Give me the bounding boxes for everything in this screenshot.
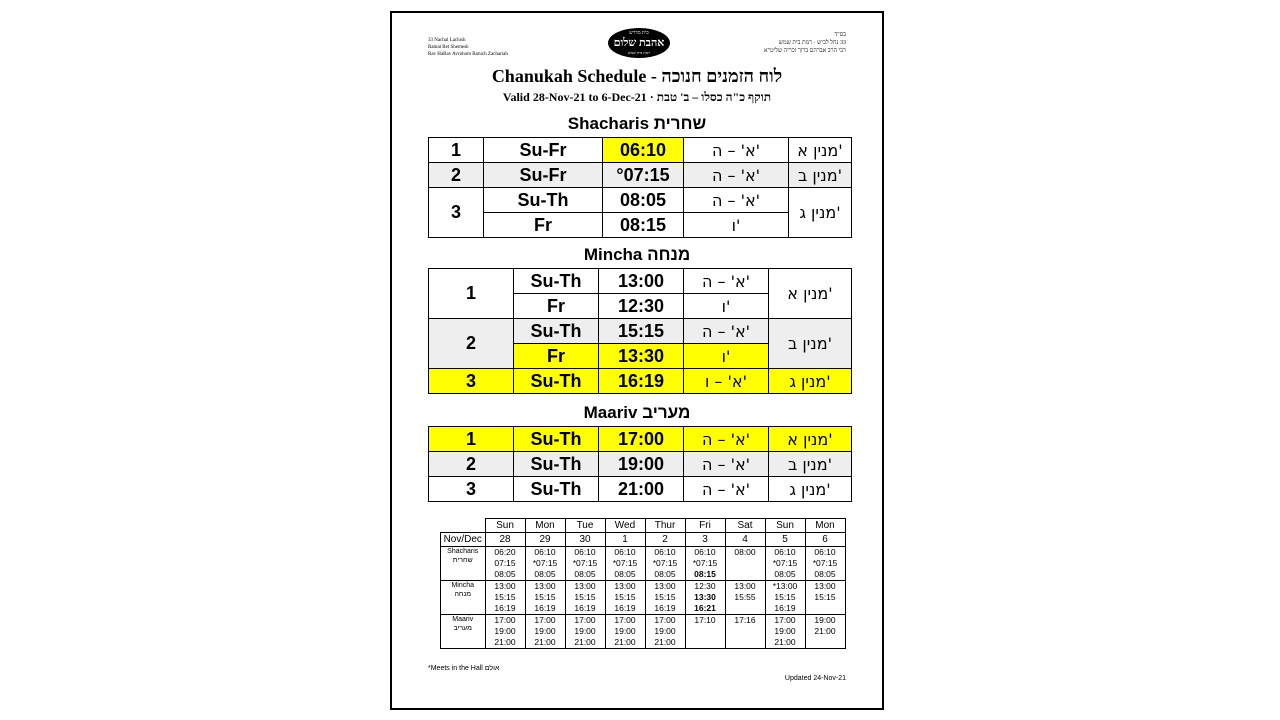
time: 13:00 — [814, 581, 836, 591]
time: 17:00 — [774, 615, 796, 625]
time: 08:00 — [734, 547, 756, 557]
time: 21:00 — [574, 637, 596, 647]
time-cell — [685, 547, 725, 581]
date-cell: 1 — [605, 533, 645, 547]
minyan-number: 1 — [429, 269, 514, 319]
days-cell: Su-Th — [514, 369, 599, 394]
logo-top-text: בית מדרש — [629, 31, 649, 36]
time: *13:00 — [772, 581, 798, 591]
page-subtitle: Valid 28-Nov-21 to 6-Dec-21 · תוקף כ"ה כסלו – ב' טבת — [502, 90, 772, 104]
time-cell — [765, 547, 805, 581]
time: 17:00 — [534, 615, 556, 625]
label-hebrew: שחרית — [452, 557, 473, 564]
address-line: רבי הרב אברהם ברוך זכריה שליט"א — [763, 48, 846, 54]
time: 17:00 — [574, 615, 596, 625]
time: 13:00 — [494, 581, 516, 591]
date-cell: 4 — [725, 533, 765, 547]
header-address-english — [428, 37, 508, 58]
grid-row-maariv — [441, 615, 846, 649]
synagogue-logo — [608, 28, 670, 58]
time: 21:00 — [494, 637, 516, 647]
footnote: *Meets in the Hall אולם — [428, 665, 500, 672]
time: 16:19 — [614, 603, 636, 613]
time-cell: 08:05 — [603, 188, 684, 213]
date-cell: 6 — [805, 533, 845, 547]
time: 15:15 — [614, 592, 636, 602]
time-cell — [485, 581, 525, 615]
label-english: Mincha — [451, 582, 475, 589]
minyan-label: מנין א' — [789, 138, 852, 163]
time: 15:15 — [534, 592, 556, 602]
day-name-row — [441, 519, 846, 533]
time: *07:15 — [692, 558, 718, 568]
time: 16:19 — [774, 603, 796, 613]
table-row — [429, 269, 852, 294]
day-name: Mon — [525, 519, 565, 533]
table-row — [429, 369, 852, 394]
time-cell — [605, 615, 645, 649]
time: 06:10 — [814, 547, 836, 557]
time: 06:10 — [694, 547, 716, 557]
day-name: Fri — [685, 519, 725, 533]
days-cell: Su-Th — [514, 319, 599, 344]
table-row — [429, 163, 852, 188]
time: 15:15 — [494, 592, 516, 602]
time-cell: 06:10 — [603, 138, 684, 163]
days-cell: Su-Th — [514, 269, 599, 294]
minyan-number: 1 — [429, 138, 484, 163]
date-cell: 5 — [765, 533, 805, 547]
day-name: Mon — [805, 519, 845, 533]
time-cell — [725, 615, 765, 649]
time-cell: °07:15 — [603, 163, 684, 188]
time: 17:00 — [654, 615, 676, 625]
minyan-number: 1 — [429, 427, 514, 452]
time-cell — [685, 581, 725, 615]
time-cell — [565, 615, 605, 649]
time: 15:15 — [774, 592, 796, 602]
time-cell — [645, 547, 685, 581]
minyan-number: 3 — [429, 477, 514, 502]
minyan-label: מנין ג' — [769, 477, 852, 502]
minyan-label: מנין ב' — [769, 452, 852, 477]
time: 12:30 — [694, 581, 716, 591]
time-cell — [805, 547, 845, 581]
minyan-number: 3 — [429, 188, 484, 238]
time: 06:10 — [534, 547, 556, 557]
day-name: Sun — [765, 519, 805, 533]
hebrew-days-cell: א' – ה' — [684, 188, 789, 213]
time: 17:16 — [734, 615, 756, 625]
minyan-number: 2 — [429, 163, 484, 188]
time-cell — [525, 581, 565, 615]
time-cell: 16:19 — [599, 369, 684, 394]
minyan-label: מנין ג' — [789, 188, 852, 238]
time: *07:15 — [612, 558, 638, 568]
time: 08:05 — [774, 569, 796, 579]
minyan-label: מנין ב' — [769, 319, 852, 369]
days-cell: Su-Th — [514, 427, 599, 452]
time-cell — [725, 547, 765, 581]
date-cell: 3 — [685, 533, 725, 547]
day-name: Tue — [565, 519, 605, 533]
maariv-table — [428, 426, 852, 502]
address-line: 33 Nachal Lachish — [428, 38, 466, 43]
time: 08:05 — [614, 569, 636, 579]
time: 15:15 — [814, 592, 836, 602]
label-english: Maariv — [452, 616, 474, 623]
mincha-heading: Mincha מנחה — [583, 245, 691, 264]
hebrew-days-cell: ו' — [684, 344, 769, 369]
time-cell — [725, 581, 765, 615]
hebrew-days-cell: א' – ה' — [684, 452, 769, 477]
time: 17:00 — [494, 615, 516, 625]
time: *07:15 — [572, 558, 598, 568]
time: 15:15 — [654, 592, 676, 602]
time-cell: 13:30 — [599, 344, 684, 369]
time: 15:15 — [574, 592, 596, 602]
time-cell — [565, 581, 605, 615]
minyan-label: מנין א' — [769, 427, 852, 452]
address-line: בס"ד — [834, 32, 846, 38]
time: 21:00 — [654, 637, 676, 647]
minyan-label: מנין ג' — [769, 369, 852, 394]
row-label — [441, 547, 486, 581]
time-cell — [605, 581, 645, 615]
row-label — [441, 615, 486, 649]
time: 08:05 — [654, 569, 676, 579]
time: 07:15 — [494, 558, 516, 568]
schedule-document — [390, 11, 884, 710]
table-row — [429, 213, 852, 238]
time: 13:30 — [694, 592, 716, 602]
time-cell — [565, 547, 605, 581]
time: 06:10 — [774, 547, 796, 557]
address-line: 33 נחל לכיש · רמת בית שמש — [778, 40, 846, 46]
time: 15:55 — [734, 592, 756, 602]
hebrew-days-cell: ו' — [684, 294, 769, 319]
time: 13:00 — [614, 581, 636, 591]
days-cell: Fr — [484, 213, 603, 238]
minyan-number: 2 — [429, 452, 514, 477]
minyan-number: 2 — [429, 319, 514, 369]
days-cell: Fr — [514, 294, 599, 319]
table-row — [429, 427, 852, 452]
time: 08:15 — [694, 569, 716, 579]
time: 19:00 — [774, 626, 796, 636]
time: 19:00 — [814, 615, 836, 625]
minyan-label: מנין א' — [769, 269, 852, 319]
row-label — [441, 581, 486, 615]
time: 13:00 — [574, 581, 596, 591]
mincha-table — [428, 268, 852, 394]
hebrew-days-cell: א' – ה' — [684, 138, 789, 163]
hebrew-days-cell: א' – ה' — [684, 427, 769, 452]
time-cell — [805, 615, 845, 649]
time-cell — [525, 547, 565, 581]
minyan-number: 3 — [429, 369, 514, 394]
hebrew-days-cell: א' – ה' — [684, 269, 769, 294]
date-cell: 30 — [565, 533, 605, 547]
time-cell: 12:30 — [599, 294, 684, 319]
days-cell: Su-Th — [484, 188, 603, 213]
date-row — [441, 533, 846, 547]
header-address-hebrew — [764, 31, 846, 55]
time-cell — [525, 615, 565, 649]
label-hebrew: מעריב — [453, 625, 472, 632]
time: 16:19 — [654, 603, 676, 613]
day-name: Thur — [645, 519, 685, 533]
time-cell — [485, 615, 525, 649]
time-cell — [645, 581, 685, 615]
date-cell: 29 — [525, 533, 565, 547]
time: 08:05 — [814, 569, 836, 579]
corner-cell — [441, 519, 486, 533]
time: 13:00 — [534, 581, 556, 591]
hebrew-days-cell: א' – ה' — [684, 163, 789, 188]
table-row — [429, 188, 852, 213]
minyan-label: מנין ב' — [789, 163, 852, 188]
time: 17:00 — [614, 615, 636, 625]
time: 16:19 — [574, 603, 596, 613]
time: 06:20 — [494, 547, 516, 557]
time: *07:15 — [812, 558, 838, 568]
time: 13:00 — [734, 581, 756, 591]
updated-date: Updated 24-Nov-21 — [784, 675, 846, 682]
time: 19:00 — [614, 626, 636, 636]
time: 17:10 — [694, 615, 716, 625]
time: 19:00 — [494, 626, 516, 636]
time: 19:00 — [574, 626, 596, 636]
time: 21:00 — [814, 626, 836, 636]
time-cell: 08:15 — [603, 213, 684, 238]
time: 19:00 — [654, 626, 676, 636]
days-cell: Su-Fr — [484, 163, 603, 188]
days-cell: Su-Th — [514, 477, 599, 502]
time: 19:00 — [534, 626, 556, 636]
table-row — [429, 477, 852, 502]
label-english: Shacharis — [447, 548, 479, 555]
table-row — [429, 319, 852, 344]
time-cell: 13:00 — [599, 269, 684, 294]
hebrew-days-cell: א' – ה' — [684, 477, 769, 502]
time: 16:21 — [694, 603, 716, 613]
address-line: Rav HaRav Avrohom Baruch Zachariah — [428, 52, 508, 57]
time: 06:10 — [654, 547, 676, 557]
time: 13:00 — [654, 581, 676, 591]
hebrew-days-cell: א' – ו' — [684, 369, 769, 394]
logo-bottom-text: רמת בית שמש — [627, 50, 651, 55]
time: *07:15 — [532, 558, 558, 568]
time: 06:10 — [574, 547, 596, 557]
hebrew-days-cell: ו' — [684, 213, 789, 238]
day-name: Wed — [605, 519, 645, 533]
days-cell: Fr — [514, 344, 599, 369]
time: *07:15 — [772, 558, 798, 568]
time: 08:05 — [494, 569, 516, 579]
weekly-schedule-grid — [440, 518, 846, 649]
shacharis-heading: Shacharis שחרית — [567, 114, 707, 133]
date-cell: 2 — [645, 533, 685, 547]
time-cell — [805, 581, 845, 615]
time-cell — [645, 615, 685, 649]
time-cell — [605, 547, 645, 581]
time-cell: 21:00 — [599, 477, 684, 502]
time: 21:00 — [774, 637, 796, 647]
time-cell: 15:15 — [599, 319, 684, 344]
time: 08:05 — [574, 569, 596, 579]
table-row — [429, 452, 852, 477]
table-row — [429, 138, 852, 163]
time-cell — [485, 547, 525, 581]
days-cell: Su-Th — [514, 452, 599, 477]
time: *07:15 — [652, 558, 678, 568]
grid-row-mincha — [441, 581, 846, 615]
shacharis-table — [428, 137, 852, 238]
time-cell — [765, 581, 805, 615]
time: 06:10 — [614, 547, 636, 557]
time: 08:05 — [534, 569, 556, 579]
day-name: Sun — [485, 519, 525, 533]
date-cell: 28 — [485, 533, 525, 547]
month-label: Nov/Dec — [441, 533, 486, 547]
address-line: Ramat Bet Shemesh — [428, 45, 469, 50]
time: 16:19 — [534, 603, 556, 613]
days-cell: Su-Fr — [484, 138, 603, 163]
logo-main-text: אהבת שלום — [613, 37, 665, 49]
page-title: Chanukah Schedule - לוח הזמנים חנוכה — [491, 66, 783, 86]
day-name: Sat — [725, 519, 765, 533]
time: 21:00 — [534, 637, 556, 647]
time-cell — [685, 615, 725, 649]
grid-row-shacharis — [441, 547, 846, 581]
time-cell — [765, 615, 805, 649]
time: 16:19 — [494, 603, 516, 613]
time-cell: 19:00 — [599, 452, 684, 477]
time: 21:00 — [614, 637, 636, 647]
hebrew-days-cell: א' – ה' — [684, 319, 769, 344]
maariv-heading: Maariv מעריב — [583, 403, 691, 422]
time-cell: 17:00 — [599, 427, 684, 452]
label-hebrew: מנחה — [454, 591, 472, 598]
